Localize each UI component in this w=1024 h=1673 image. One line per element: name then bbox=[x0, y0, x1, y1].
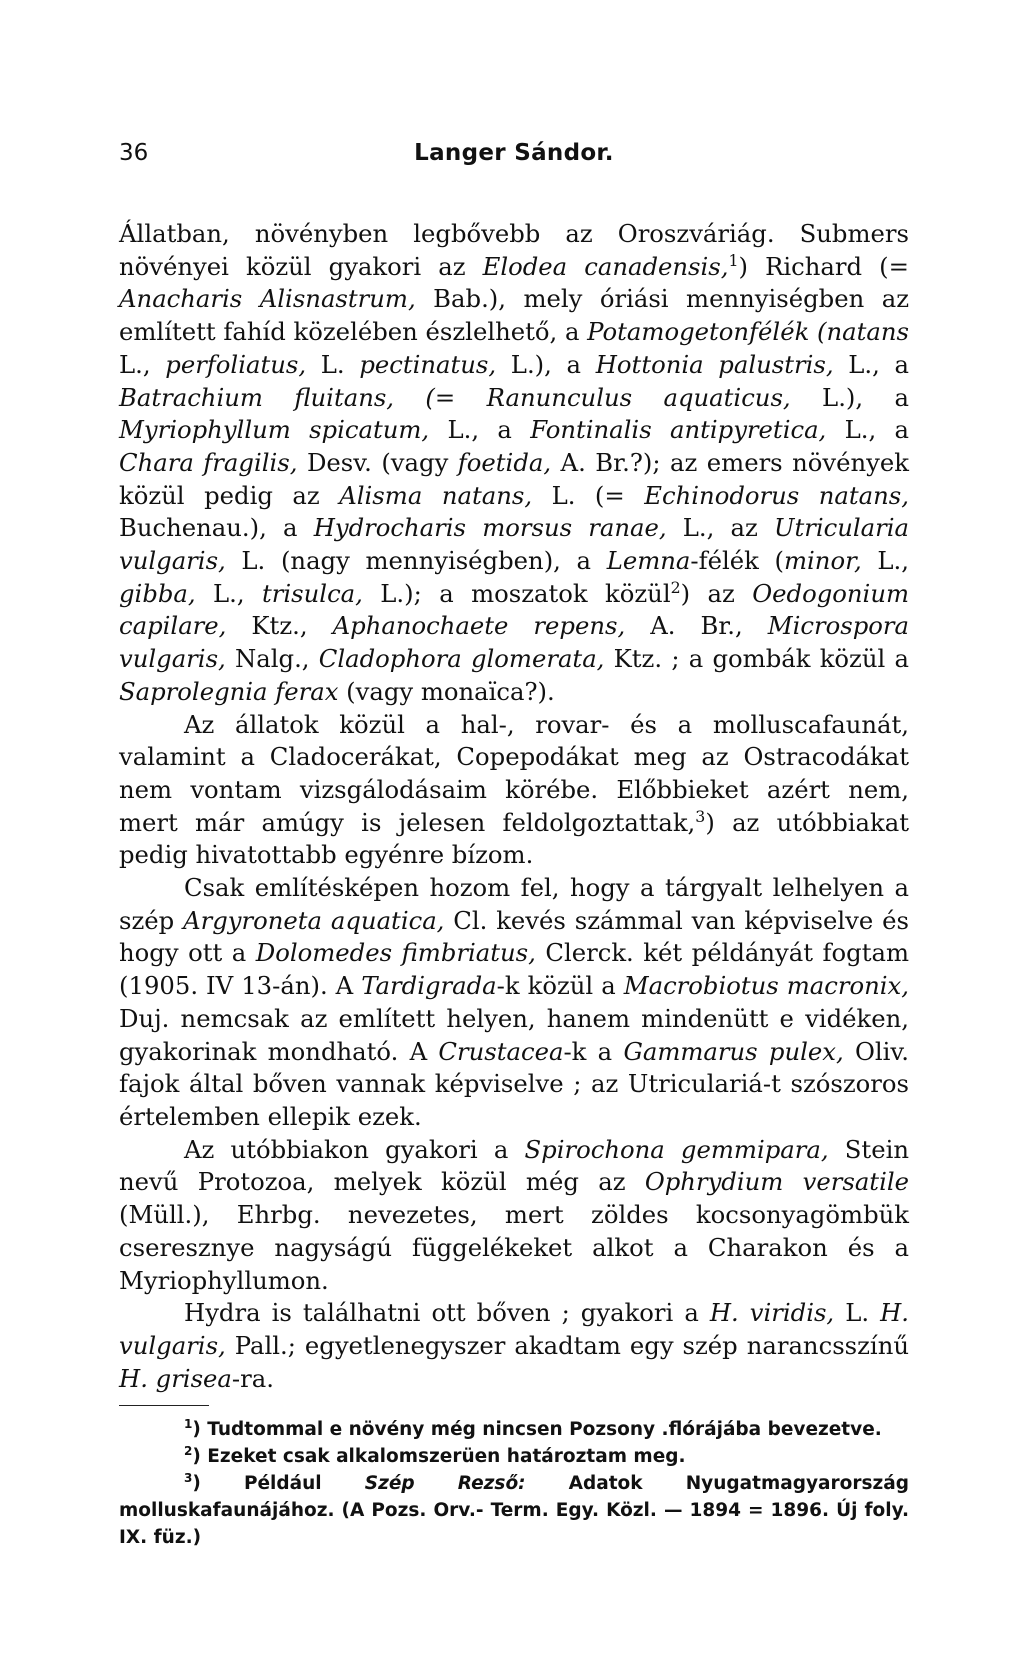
paragraph-1 bbox=[119, 218, 909, 709]
text-run: L., bbox=[119, 349, 166, 379]
text-run: Stein nevű Protozoa, melyek közül még az bbox=[119, 1134, 909, 1197]
footnote-ref: 2 bbox=[184, 1444, 193, 1459]
paragraph-4 bbox=[119, 1134, 909, 1298]
text-run: ) az bbox=[680, 578, 753, 608]
text-run: Desv. (vagy bbox=[297, 447, 458, 477]
paragraph-3 bbox=[119, 872, 909, 1134]
italic-run: H. vulgaris, bbox=[119, 1298, 909, 1360]
page-header: 36 Langer Sándor. bbox=[119, 140, 909, 176]
italic-run: Utricularia vulgaris, bbox=[119, 513, 909, 576]
text-run: Buchenau.), a bbox=[119, 513, 314, 543]
italic-run: Tardigrada bbox=[361, 971, 497, 1001]
italic-run: Macrobiotus macronix, bbox=[623, 971, 909, 1001]
text-run: L., a bbox=[429, 415, 531, 445]
italic-run: Echinodorus natans, bbox=[644, 480, 909, 510]
text-run: ) az utóbbiakat pedig hivatottabb egyénre bízom. bbox=[119, 807, 909, 870]
text-run: Clerck. két példányát fogtam (1905. IV 13-án). A bbox=[119, 938, 910, 1001]
paragraph-5 bbox=[119, 1297, 909, 1395]
text-run: L. bbox=[834, 1298, 881, 1328]
footnote-ref: 1 bbox=[728, 250, 739, 270]
text-run: Cl. kevés számmal van képviselve és hogy ott a bbox=[119, 905, 909, 968]
text-run: L.); a moszatok közül bbox=[362, 578, 671, 608]
text-run: L.), a bbox=[790, 382, 909, 412]
italic-run: Crustacea bbox=[438, 1036, 564, 1066]
text-run: L., a bbox=[833, 349, 909, 379]
italic-run: Lemna bbox=[606, 546, 691, 576]
italic-run: gibba, bbox=[119, 578, 196, 608]
italic-run: Fontinalis antipyretica, bbox=[530, 415, 827, 445]
italic-run: Hottonia palustris, bbox=[595, 349, 834, 379]
text-run: -ra. bbox=[231, 1363, 274, 1393]
text-run: Az állatok közül a hal-, rovar- és a molluscafaunát, valamint a Cladocerákat, Copepodákat meg az Ostracodákat nem vontam vizsgálodásaim körébe. Előbbieket azért nem, mert már amúgy is jelesen feldolgoztattak, bbox=[119, 709, 909, 837]
text-run: Csak említésképen hozom fel, hogy a tárgyalt lelhelyen a szép bbox=[119, 873, 909, 935]
text-run: Hydra is találhatni ott bőven ; gyakori a bbox=[184, 1298, 710, 1328]
body-text bbox=[119, 218, 909, 1395]
text-run: ) Tudtommal e növény még nincsen Pozsony .flórájába bevezetve. bbox=[192, 1419, 882, 1441]
text-run: A. Br.?); az emers növények közül pedig az bbox=[119, 447, 909, 510]
text-run: (vagy monaïca?). bbox=[338, 676, 555, 706]
text-run: Állatban, növényben legbővebb az Oroszváriág. Submers növényei közül gyakori az bbox=[119, 219, 909, 281]
italic-run: Elodea canadensis, bbox=[482, 251, 729, 281]
text-run: Pall.; egyetlenegyszer akadtam egy szép narancsszínű bbox=[225, 1330, 909, 1360]
text-run: L., a bbox=[826, 415, 909, 445]
text-run: Ktz., bbox=[226, 611, 333, 641]
italic-run: Argyroneta aquatica, bbox=[183, 905, 445, 935]
page bbox=[119, 140, 909, 1551]
text-run: L. (= bbox=[532, 480, 645, 510]
italic-run: Cladophora glomerata, bbox=[318, 644, 605, 674]
text-run: L.), a bbox=[496, 349, 596, 379]
italic-run: foetida, bbox=[457, 447, 552, 477]
text-run: Az utóbbiakon gyakori a bbox=[184, 1134, 525, 1164]
italic-run: Szép Rezső: bbox=[364, 1473, 526, 1495]
italic-run: minor, bbox=[783, 546, 862, 576]
italic-run: Gammarus pulex, bbox=[623, 1036, 844, 1066]
text-run: ) Ezeket csak alkalomszerüen határoztam meg. bbox=[192, 1446, 686, 1468]
italic-run: Chara fragilis, bbox=[119, 447, 298, 477]
text-run: ) Richard (= bbox=[738, 251, 909, 281]
italic-run: Batrachium fluitans, (= Ranunculus aquaticus, bbox=[119, 382, 791, 412]
italic-run: perfoliatus, bbox=[165, 349, 307, 379]
text-run: Oliv. fajok által bőven vannak képviselve ; az Utriculariá-t szószoros értelemben ellepik ezek. bbox=[119, 1036, 909, 1131]
footnote-ref: 2 bbox=[670, 577, 681, 597]
footnote-1 bbox=[119, 1416, 909, 1443]
text-run: L. (nagy mennyiségben), a bbox=[225, 546, 607, 576]
italic-run: Alisma natans, bbox=[339, 480, 533, 510]
text-run: -félék ( bbox=[690, 546, 784, 576]
footnote-3 bbox=[119, 1470, 909, 1551]
text-run: L., bbox=[195, 578, 263, 608]
text-run: L., az bbox=[666, 513, 774, 543]
text-run: -k közül a bbox=[496, 971, 624, 1001]
text-run: A. Br., bbox=[625, 611, 768, 641]
text-run: L. bbox=[306, 349, 360, 379]
italic-run: Spirochona gemmipara, bbox=[524, 1134, 829, 1164]
italic-run: H. grisea bbox=[119, 1363, 232, 1393]
footnote-ref: 3 bbox=[695, 806, 706, 826]
paragraph-2 bbox=[119, 709, 909, 873]
italic-run: Hydrocharis morsus ranae, bbox=[313, 513, 667, 543]
italic-run: Ophrydium versatile bbox=[644, 1167, 909, 1197]
italic-run: Anacharis Alisnastrum, bbox=[119, 284, 416, 314]
text-run: -k a bbox=[563, 1036, 624, 1066]
italic-run: Oedogonium capilare, bbox=[119, 578, 910, 641]
footnote-2 bbox=[119, 1443, 909, 1470]
italic-run: H. viridis, bbox=[709, 1298, 835, 1328]
italic-run: trisulca, bbox=[262, 578, 363, 608]
italic-run: Aphanochaete repens, bbox=[332, 611, 626, 641]
text-run: Ktz. ; a gombák közül a bbox=[604, 644, 909, 674]
text-run: Bab.), mely óriási mennyiségben az említett fahíd közelében észlelhető, a bbox=[119, 284, 909, 347]
text-run: L., bbox=[861, 546, 909, 576]
text-run: (Müll.), Ehrbg. nevezetes, mert zöldes kocsonyagömbük cseresznye nagyságú függelékeket alkot a Charakon és a Myriophyllumon. bbox=[119, 1200, 909, 1295]
footnote-divider bbox=[119, 1405, 209, 1406]
italic-run: Saprolegnia ferax bbox=[119, 676, 339, 706]
footnote-ref: 3 bbox=[184, 1471, 193, 1486]
running-title: Langer Sándor. bbox=[414, 140, 614, 166]
footnotes bbox=[119, 1416, 909, 1551]
italic-run: Potamogetonfélék (natans bbox=[587, 317, 910, 347]
italic-run: Microspora vulgaris, bbox=[119, 611, 909, 674]
italic-run: Myriophyllum spicatum, bbox=[119, 415, 430, 445]
text-run: ) Például bbox=[192, 1473, 365, 1495]
text-run: Nalg., bbox=[225, 644, 319, 674]
text-run: Adatok Nyugatmagyarország molluskafaunájához. (A Pozs. Orv.- Term. Egy. Közl. — 1894 = 1896. Új foly. IX. füz.) bbox=[119, 1473, 909, 1549]
italic-run: pectinatus, bbox=[359, 349, 497, 379]
text-run: Duj. nemcsak az említett helyen, hanem mindenütt e vidéken, gyakorinak mondható. A bbox=[119, 1003, 909, 1066]
italic-run: Dolomedes fimbriatus, bbox=[255, 938, 536, 968]
footnote-ref: 1 bbox=[184, 1417, 193, 1432]
